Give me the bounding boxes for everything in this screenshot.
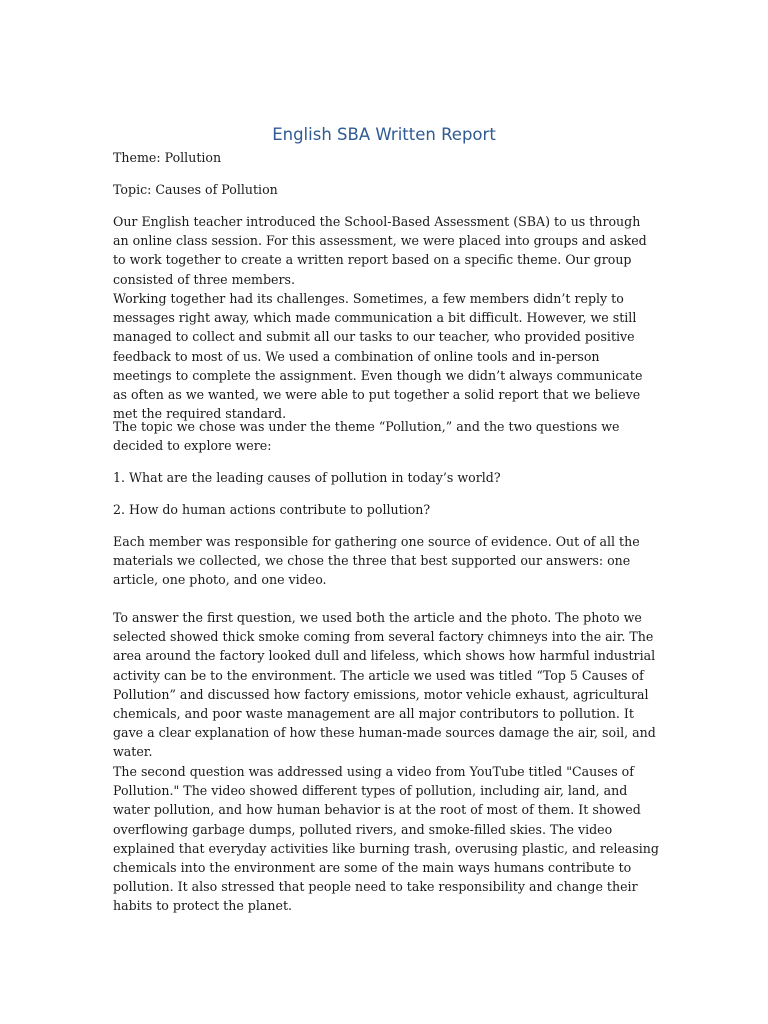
- paragraph-teamwork: Working together had its challenges. Sometimes, a few members didn’t reply to messages right away, which made communication a bit difficult. However, we still managed to collect and submit all our tasks to our teacher, who provided positive feedback to most of us. We used a combination of online tools and in-person meetings to complete the assignment. Even though we didn’t always communicate as often as we wanted, we were able to put together a solid report that we believe met the required standard.: [113, 291, 643, 422]
- document-title: English SBA Written Report: [272, 125, 496, 144]
- theme-line: Theme: Pollution: [113, 150, 222, 165]
- paragraph-first-question: To answer the first question, we used both the article and the photo. The photo we selected showed thick smoke coming from several factory chimneys into the air. The area around the factory looked dull and lifeless, which shows how harmful industrial activity can be to the environment. The article we used was titled “Top 5 Causes of Pollution” and discussed how factory emissions, motor vehicle exhaust, agricultural chemicals, and poor waste management are all major contributors to pollution. It gave a clear explanation of how these human-made sources damage the air, soil, and water.: [113, 610, 656, 760]
- question-one: 1. What are the leading causes of pollution in today’s world?: [113, 470, 501, 485]
- paragraph-second-question: The second question was addressed using a video from YouTube titled "Causes of Pollution." The video showed different types of pollution, including air, land, and water pollution, and how human behavior is at the root of most of them. It showed overflowing garbage dumps, polluted rivers, and smoke-filled skies. The video explained that everyday activities like burning trash, overusing plastic, and releasing chemicals into the environment are some of the main ways humans contribute to pollution. It also stressed that people need to take responsibility and change their habits to protect the planet.: [113, 764, 659, 914]
- paragraph-intro: Our English teacher introduced the School-Based Assessment (SBA) to us through an online class session. For this assessment, we were placed into groups and asked to work together to create a written report based on a specific theme. Our group consisted of three members.: [113, 214, 647, 287]
- paragraph-evidence: Each member was responsible for gathering one source of evidence. Out of all the materials we collected, we chose the three that best supported our answers: one article, one photo, and one video.: [113, 534, 640, 588]
- question-two: 2. How do human actions contribute to pollution?: [113, 502, 431, 517]
- paragraph-topic: The topic we chose was under the theme “Pollution,” and the two questions we decided to explore were:: [113, 419, 620, 454]
- topic-line: Topic: Causes of Pollution: [113, 182, 278, 197]
